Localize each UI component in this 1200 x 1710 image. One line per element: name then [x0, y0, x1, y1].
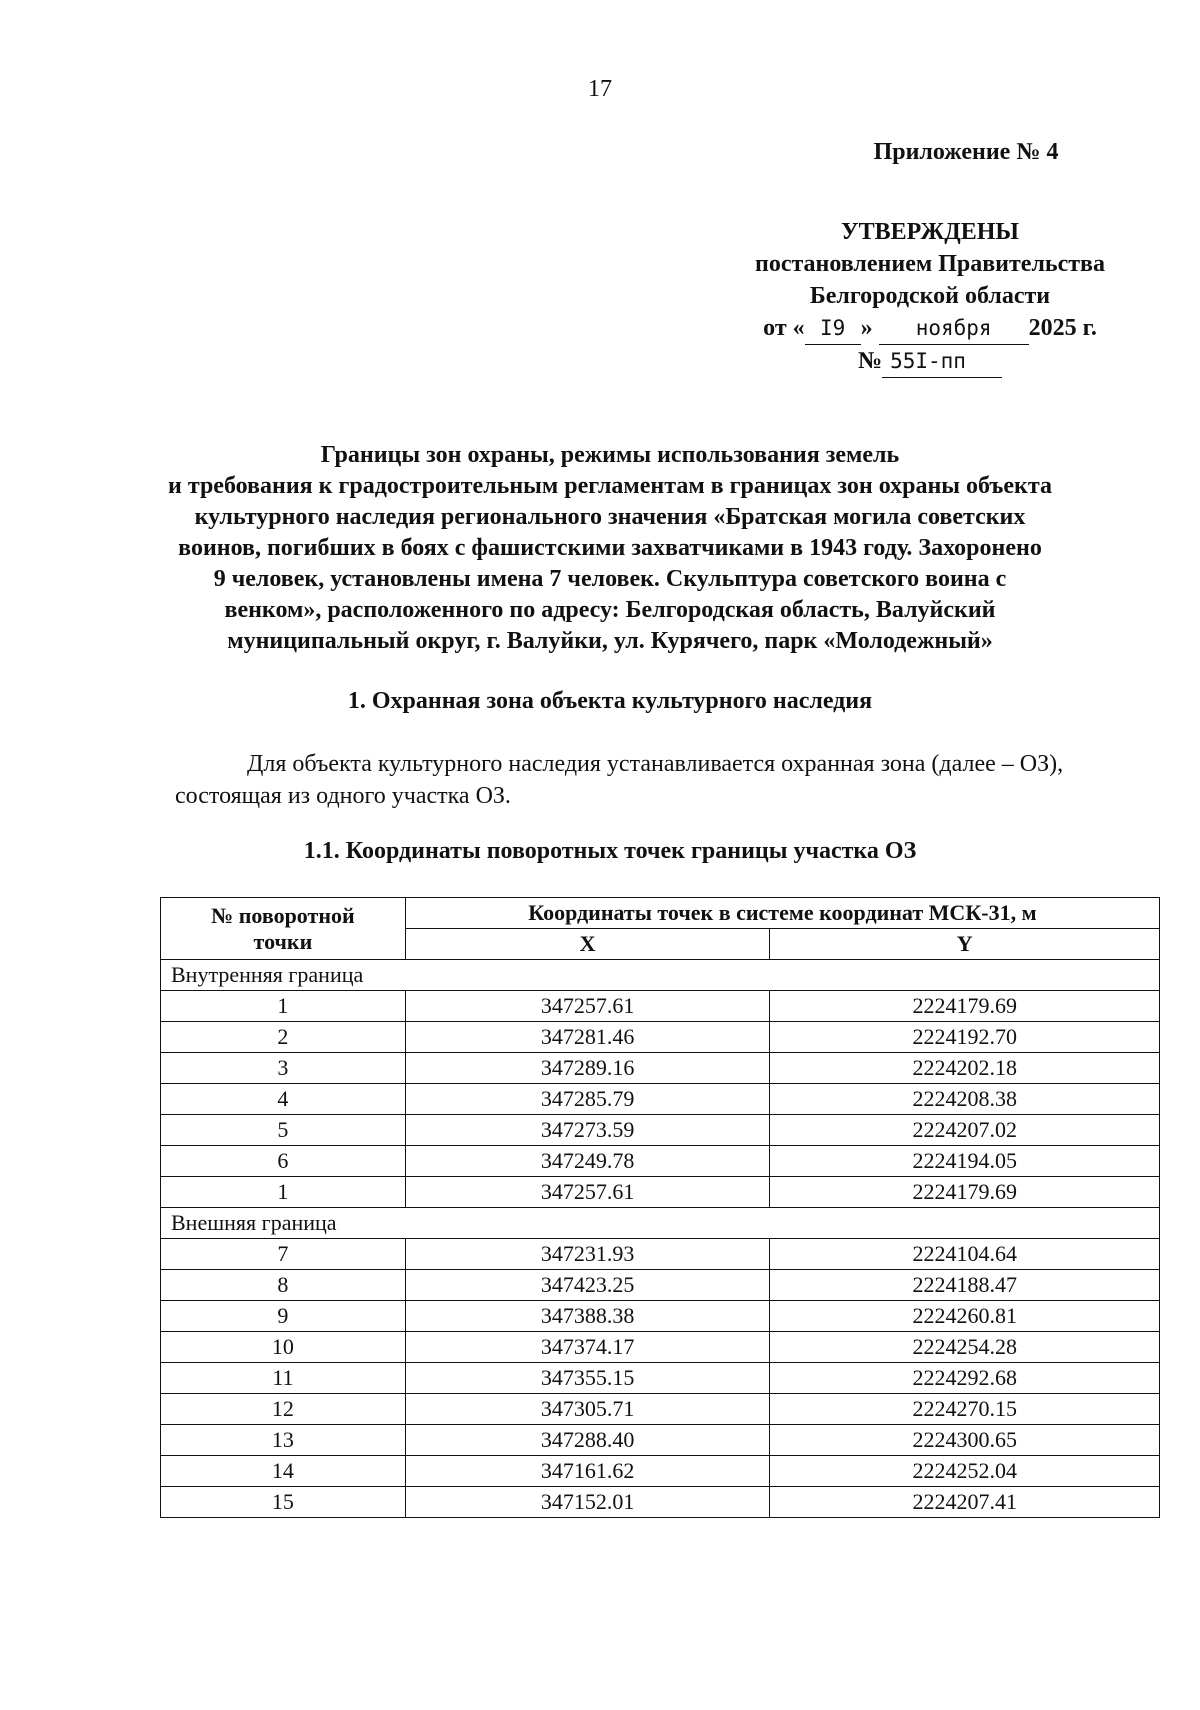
cell-y: 2224202.18 [770, 1053, 1160, 1084]
cell-x: 347152.01 [405, 1487, 770, 1518]
header-point-number [161, 898, 406, 960]
table-row [161, 1456, 1160, 1487]
date-mid: » [860, 315, 873, 341]
table-row [161, 1394, 1160, 1425]
date-prefix: от « [763, 315, 805, 341]
approval-line-2: Белгородской области [809, 283, 1051, 309]
header-point-line-2: точки [253, 928, 313, 954]
group-row-outer [161, 1208, 1160, 1239]
cell-y: 2224192.70 [770, 1022, 1160, 1053]
cell-y: 2224179.69 [770, 1177, 1160, 1208]
cell-point: 2 [161, 1022, 406, 1053]
cell-point: 9 [161, 1301, 406, 1332]
cell-point: 1 [161, 991, 406, 1022]
table-row [161, 1053, 1160, 1084]
cell-x: 347273.59 [405, 1115, 770, 1146]
paragraph-line-2: состоящая из одного участка ОЗ. [175, 783, 511, 809]
cell-x: 347281.46 [405, 1022, 770, 1053]
cell-point: 1 [161, 1177, 406, 1208]
approved-heading: УТВЕРЖДЕНЫ [841, 219, 1019, 245]
cell-point: 4 [161, 1084, 406, 1115]
cell-point: 6 [161, 1146, 406, 1177]
table-row [161, 1270, 1160, 1301]
cell-y: 2224207.02 [770, 1115, 1160, 1146]
cell-y: 2224104.64 [770, 1239, 1160, 1270]
cell-x: 347285.79 [405, 1084, 770, 1115]
approval-date [700, 312, 1160, 345]
cell-y: 2224260.81 [770, 1301, 1160, 1332]
table-row [161, 1115, 1160, 1146]
cell-x: 347289.16 [405, 1053, 770, 1084]
header-coordinates: Координаты точек в системе координат МСК-31, м [405, 898, 1159, 929]
cell-x: 347288.40 [405, 1425, 770, 1456]
table-row [161, 1301, 1160, 1332]
header-point-line-1: № поворотной [211, 902, 355, 928]
cell-x: 347257.61 [405, 991, 770, 1022]
page-number: 17 [588, 76, 612, 102]
cell-x: 347388.38 [405, 1301, 770, 1332]
approval-number [700, 345, 1160, 378]
cell-y: 2224252.04 [770, 1456, 1160, 1487]
cell-x: 347423.25 [405, 1270, 770, 1301]
table-row [161, 991, 1160, 1022]
cell-point: 8 [161, 1270, 406, 1301]
cell-y: 2224208.38 [770, 1084, 1160, 1115]
cell-point: 5 [161, 1115, 406, 1146]
cell-x: 347355.15 [405, 1363, 770, 1394]
cell-point: 7 [161, 1239, 406, 1270]
cell-x: 347249.78 [405, 1146, 770, 1177]
document-title [150, 440, 1070, 657]
approval-line-1: постановлением Правительства [754, 251, 1105, 277]
cell-point: 10 [161, 1332, 406, 1363]
table-row [161, 1084, 1160, 1115]
cell-y: 2224292.68 [770, 1363, 1160, 1394]
table-row [161, 1177, 1160, 1208]
cell-point: 3 [161, 1053, 406, 1084]
cell-y: 2224179.69 [770, 991, 1160, 1022]
title-line: воинов, погибших в боях с фашистскими захватчиками в 1943 году. Захоронено [178, 535, 1042, 561]
table-row [161, 1332, 1160, 1363]
title-line: 9 человек, установлены имена 7 человек. Скульптура советского воина с [213, 566, 1007, 592]
cell-x: 347257.61 [405, 1177, 770, 1208]
header-y: Y [770, 929, 1160, 960]
coordinates-table [160, 897, 1160, 1518]
title-line: и требования к градостроительным регламентам в границах зон охраны объекта [168, 473, 1052, 499]
number-prefix: № [857, 348, 883, 374]
group-row-inner [161, 960, 1160, 991]
section-title: 1. Охранная зона объекта культурного наследия [347, 688, 873, 714]
table-header-row [161, 898, 1160, 929]
body-paragraph [175, 748, 1155, 812]
cell-point: 12 [161, 1394, 406, 1425]
cell-x: 347305.71 [405, 1394, 770, 1425]
header-x: X [405, 929, 770, 960]
appendix-label: Приложение № 4 [873, 139, 1059, 165]
group-label-inner: Внутренняя граница [161, 960, 1160, 991]
cell-y: 2224300.65 [770, 1425, 1160, 1456]
table-row [161, 1239, 1160, 1270]
approval-block [700, 136, 1160, 378]
cell-point: 11 [161, 1363, 406, 1394]
title-line: Границы зон охраны, режимы использования земель [320, 442, 900, 468]
subsection-title: 1.1. Координаты поворотных точек границы участка ОЗ [303, 838, 917, 864]
cell-x: 347374.17 [405, 1332, 770, 1363]
table-row [161, 1425, 1160, 1456]
decree-number: 55I-пп [882, 345, 1002, 378]
cell-y: 2224207.41 [770, 1487, 1160, 1518]
cell-y: 2224194.05 [770, 1146, 1160, 1177]
date-month: ноября [879, 312, 1029, 345]
cell-y: 2224270.15 [770, 1394, 1160, 1425]
cell-x: 347161.62 [405, 1456, 770, 1487]
paragraph-line-1: Для объекта культурного наследия устанавливается охранная зона (далее – ОЗ), [247, 751, 1064, 777]
title-line: муниципальный округ, г. Валуйки, ул. Курячего, парк «Молодежный» [227, 628, 993, 654]
title-line: культурного наследия регионального значения «Братская могила советских [194, 504, 1026, 530]
table-row [161, 1146, 1160, 1177]
cell-point: 14 [161, 1456, 406, 1487]
title-line: венком», расположенного по адресу: Белгородская область, Валуйский [224, 597, 996, 623]
group-label-outer: Внешняя граница [161, 1208, 1160, 1239]
cell-y: 2224254.28 [770, 1332, 1160, 1363]
cell-x: 347231.93 [405, 1239, 770, 1270]
cell-point: 15 [161, 1487, 406, 1518]
table-row [161, 1363, 1160, 1394]
cell-point: 13 [161, 1425, 406, 1456]
table-row [161, 1022, 1160, 1053]
table-row [161, 1487, 1160, 1518]
date-day: I9 [805, 312, 861, 345]
cell-y: 2224188.47 [770, 1270, 1160, 1301]
date-year: 2025 г. [1028, 315, 1097, 341]
